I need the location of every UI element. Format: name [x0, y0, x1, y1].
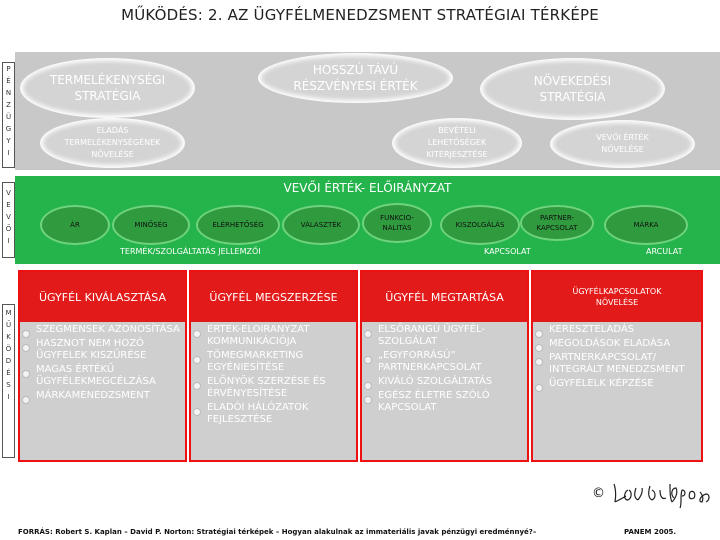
- list-item: PARTNERKAPCSOLAT/ INTEGRÁLT MENEDZSMENT: [533, 352, 701, 376]
- process-list-retention: [362, 322, 527, 414]
- process-list-growth: [533, 322, 701, 390]
- attribute-availability: ELÉRHETŐSÉG: [196, 205, 280, 245]
- list-item: MÁRKAMENEDZSMENT: [20, 390, 185, 402]
- page-title: MŰKÖDÉS: 2. AZ ÜGYFÉLMENEDZSMENT STRATÉGIAI TÉRKÉPE: [121, 6, 599, 24]
- side-label-mukodesi: M Ű K Ö D É S I: [2, 304, 15, 458]
- process-list-acquisition: [191, 322, 356, 426]
- sales-productivity-oval: ELADÁS TERMELÉKENYSÉGÉNEK NÖVELÉSE: [40, 118, 185, 168]
- product-attributes-label: TERMÉK/SZOLGÁLTATÁS JELLEMZŐI: [120, 247, 261, 256]
- signature-image: [610, 476, 715, 510]
- process-list-selection: [20, 322, 185, 402]
- side-label-penzugyi: P É N Z Ü G Y I: [2, 62, 15, 168]
- list-item: EGÉSZ ÉLETRE SZÓLÓ KAPCSOLAT: [362, 390, 527, 414]
- list-item: TÖMEGMARKETING EGYÉNIESÍTÉSE: [191, 350, 356, 374]
- footer-source: FORRÁS: Robert S. Kaplan – David P. Norton: Stratégiai térképek – Hogyan alakulnak az immateriális javak pénzügyi eredménnyé?–: [18, 528, 537, 536]
- relationship-label: KAPCSOLAT: [484, 247, 531, 256]
- process-header-retention: ÜGYFÉL MEGTARTÁSA: [362, 272, 527, 322]
- list-item: ERTEK-ELOIRANYZAT KOMMUNIKÁCIÓJA: [191, 324, 356, 348]
- attribute-functionality: FUNKCIO-NALITÁS: [362, 203, 432, 243]
- attribute-quality: MINŐSÉG: [112, 205, 190, 245]
- list-item: ELADÓI HÁLÓZATOK FEJLESZTÉSE: [191, 402, 356, 426]
- process-header-growth: ÜGYFÉLKAPCSOLATOK NÖVELÉSE: [533, 272, 701, 322]
- attribute-service: KISZOLGÁLÁS: [440, 205, 520, 245]
- side-label-vevoi: V E V Ő I: [2, 182, 15, 258]
- list-item: MEGOLDÁSOK ELADÁSA: [533, 338, 701, 350]
- process-header-acquisition: ÜGYFÉL MEGSZERZÉSE: [191, 272, 356, 322]
- image-label: ARCULAT: [646, 247, 683, 256]
- process-column-growth: [531, 270, 703, 462]
- revenue-opportunities-oval: BEVÉTELI LEHETŐSÉGEK KITERJESZTÉSE: [392, 118, 522, 168]
- list-item: ELŐNYÖK SZERZÉSE ÉS ÉRVÉNYESÍTÉSE: [191, 376, 356, 400]
- productivity-strategy-oval: TERMELÉKENYSÉGI STRATÉGIA: [20, 58, 195, 118]
- process-column-acquisition: [189, 270, 358, 462]
- customer-value-increase-oval: VEVŐI ÉRTÉK NÖVELÉSE: [550, 120, 695, 168]
- footer-publisher: PANEM 2005.: [624, 528, 677, 536]
- list-item: KIVÁLÓ SZOLGÁLTATÁS: [362, 376, 527, 388]
- customer-value-title: VEVŐI ÉRTÉK- ELŐIRÁNYZAT: [283, 181, 452, 195]
- process-column-selection: [18, 270, 187, 462]
- attribute-brand: MÁRKA: [604, 205, 688, 245]
- list-item: „EGYFORRÁSÚ” PARTNERKAPCSOLAT: [362, 350, 527, 374]
- list-item: HASZNOT NEM HOZÓ ÜGYFELEK KISZŰRÉSE: [20, 338, 185, 362]
- process-header-selection: ÜGYFÉL KIVÁLASZTÁSA: [20, 272, 185, 322]
- growth-strategy-oval: NÖVEKEDÉSI STRATÉGIA: [480, 58, 665, 120]
- list-item: ÜGYFELELK KÉPZÉSE: [533, 378, 701, 390]
- list-item: SZEGMENSEK AZONOSÍTÁSA: [20, 324, 185, 336]
- attribute-price: ÁR: [40, 205, 110, 245]
- process-column-retention: [360, 270, 529, 462]
- long-term-value-oval: HOSSZÚ TÁVÚ RÉSZVÉNYESI ÉRTÉK: [258, 53, 453, 103]
- list-item: MAGAS ÉRTÉKŰ ÜGYFÉLEKMEGCÉLZÁSA: [20, 364, 185, 388]
- list-item: ELSŐRANGÚ ÜGYFÉL-SZOLGÁLAT: [362, 324, 527, 348]
- list-item: KERESZTELADÁS: [533, 324, 701, 336]
- attribute-partnership: PARTNER-KAPCSOLAT: [520, 205, 594, 241]
- attribute-selection: VÁLASZTÉK: [282, 205, 360, 245]
- copyright-symbol: ©: [592, 486, 605, 501]
